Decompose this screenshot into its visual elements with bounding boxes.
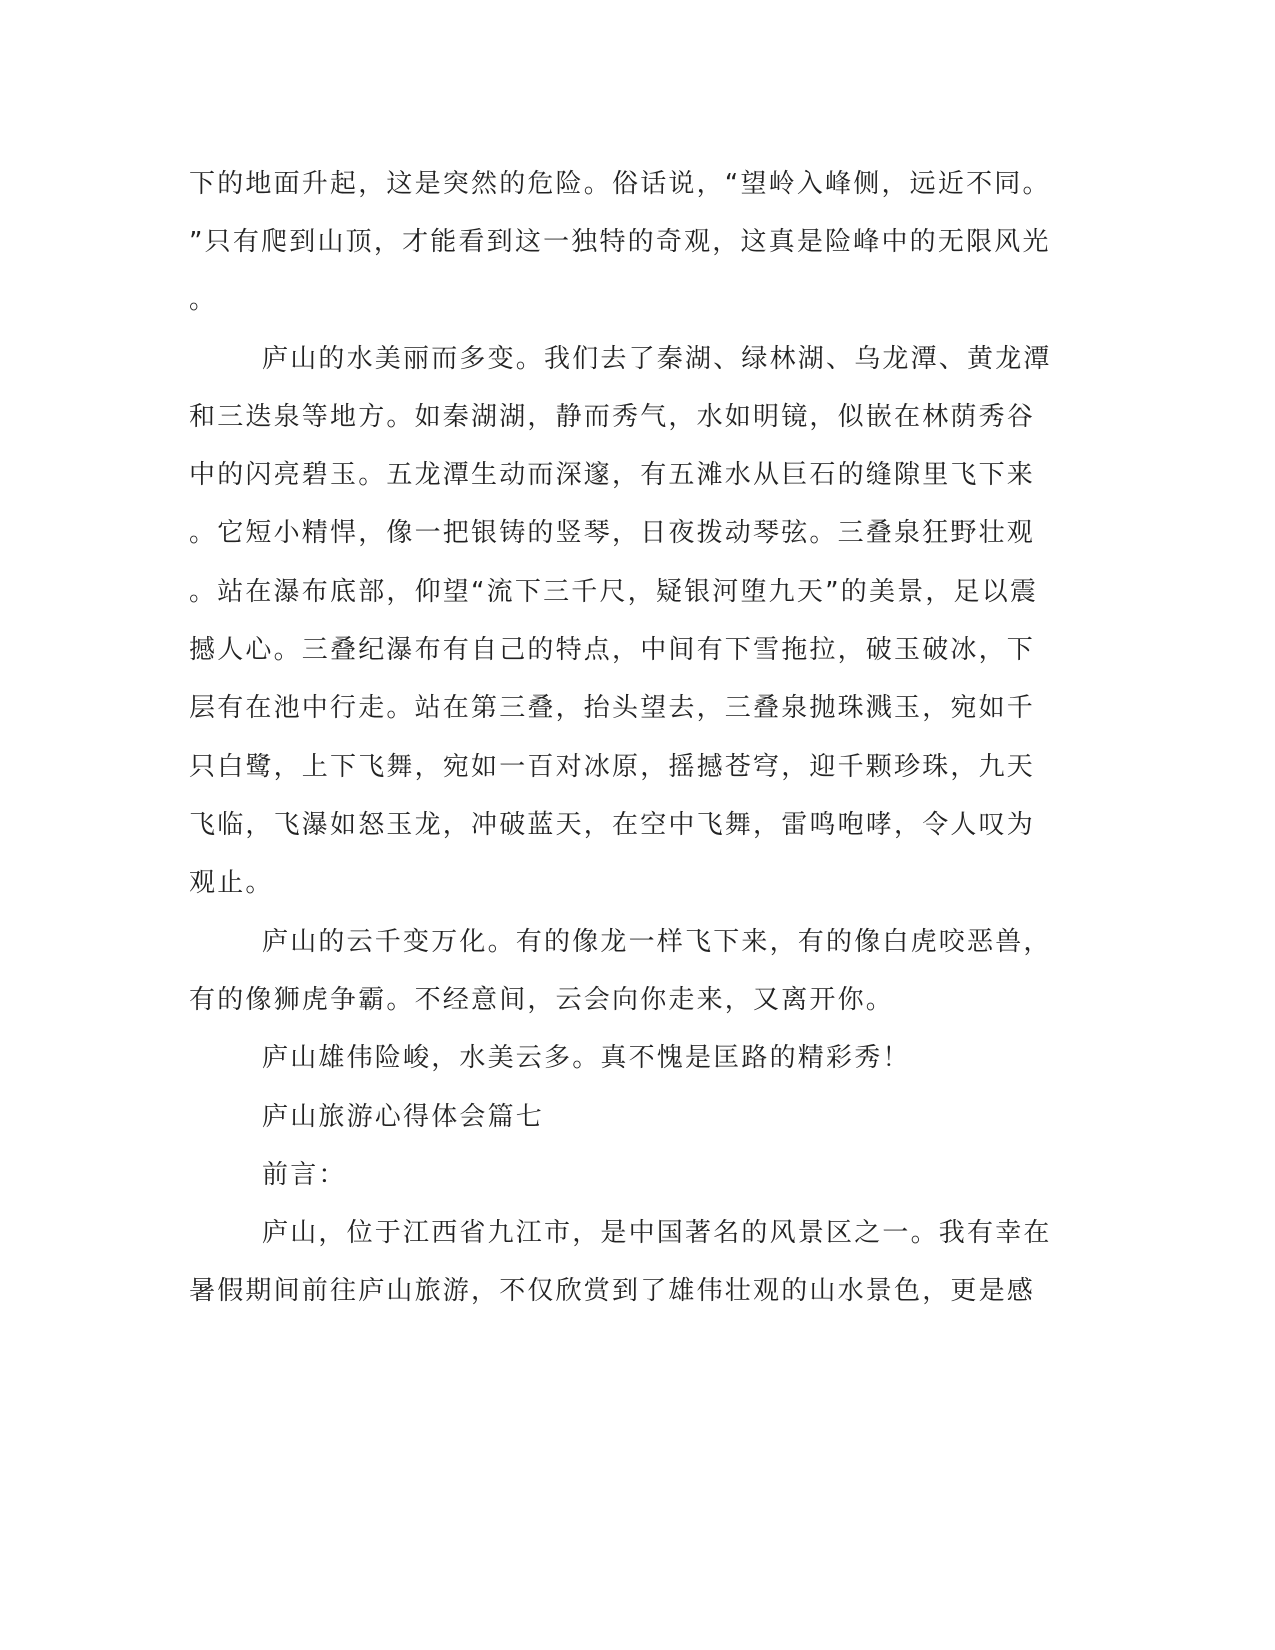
text-line: 飞临，飞瀑如怒玉龙，冲破蓝天，在空中飞舞，雷鸣咆哮，令人叹为 <box>189 810 1036 840</box>
text-line: 观止。 <box>189 868 274 898</box>
text-line: 。站在瀑布底部，仰望“流下三千尺，疑银河堕九天”的美景，足以震 <box>189 577 1039 607</box>
text-line: 。它短小精悍，像一把银铸的竖琴，日夜拨动琴弦。三叠泉狂野壮观 <box>189 518 1036 548</box>
text-line: 层有在池中行走。站在第三叠，抬头望去，三叠泉抛珠溅玉，宛如千 <box>189 693 1036 723</box>
text-line: 有的像狮虎争霸。不经意间，云会向你走来，又离开你。 <box>189 985 895 1015</box>
text-line: 。 <box>189 285 218 315</box>
text-line: 下的地面升起，这是突然的危险。俗话说，“望岭入峰侧，远近不同。 <box>189 169 1051 199</box>
section-heading: 庐山旅游心得体会篇七 <box>262 1102 545 1132</box>
text-line: 中的闪亮碧玉。五龙潭生动而深邃，有五滩水从巨石的缝隙里飞下来 <box>189 460 1036 490</box>
paragraph-first-line: 庐山的云千变万化。有的像龙一样飞下来，有的像白虎咬恶兽， <box>262 927 1052 957</box>
text-line: 撼人心。三叠纪瀑布有自己的特点，中间有下雪拖拉，破玉破冰，下 <box>189 635 1036 665</box>
preface-label: 前言： <box>262 1160 347 1190</box>
paragraph-first-line: 庐山的水美丽而多变。我们去了秦湖、绿林湖、乌龙潭、黄龙潭 <box>262 344 1052 374</box>
paragraph-first-line: 庐山雄伟险峻，水美云多。真不愧是匡路的精彩秀！ <box>262 1043 911 1073</box>
text-line: ”只有爬到山顶，才能看到这一独特的奇观，这真是险峰中的无限风光 <box>189 227 1051 257</box>
text-line: 和三迭泉等地方。如秦湖湖，静而秀气，水如明镜，似嵌在林荫秀谷 <box>189 402 1036 432</box>
paragraph-first-line: 庐山，位于江西省九江市，是中国著名的风景区之一。我有幸在 <box>262 1218 1052 1248</box>
text-line: 暑假期间前往庐山旅游，不仅欣赏到了雄伟壮观的山水景色，更是感 <box>189 1276 1036 1306</box>
text-line: 只白鹭，上下飞舞，宛如一百对冰原，摇撼苍穹，迎千颗珍珠，九天 <box>189 752 1036 782</box>
